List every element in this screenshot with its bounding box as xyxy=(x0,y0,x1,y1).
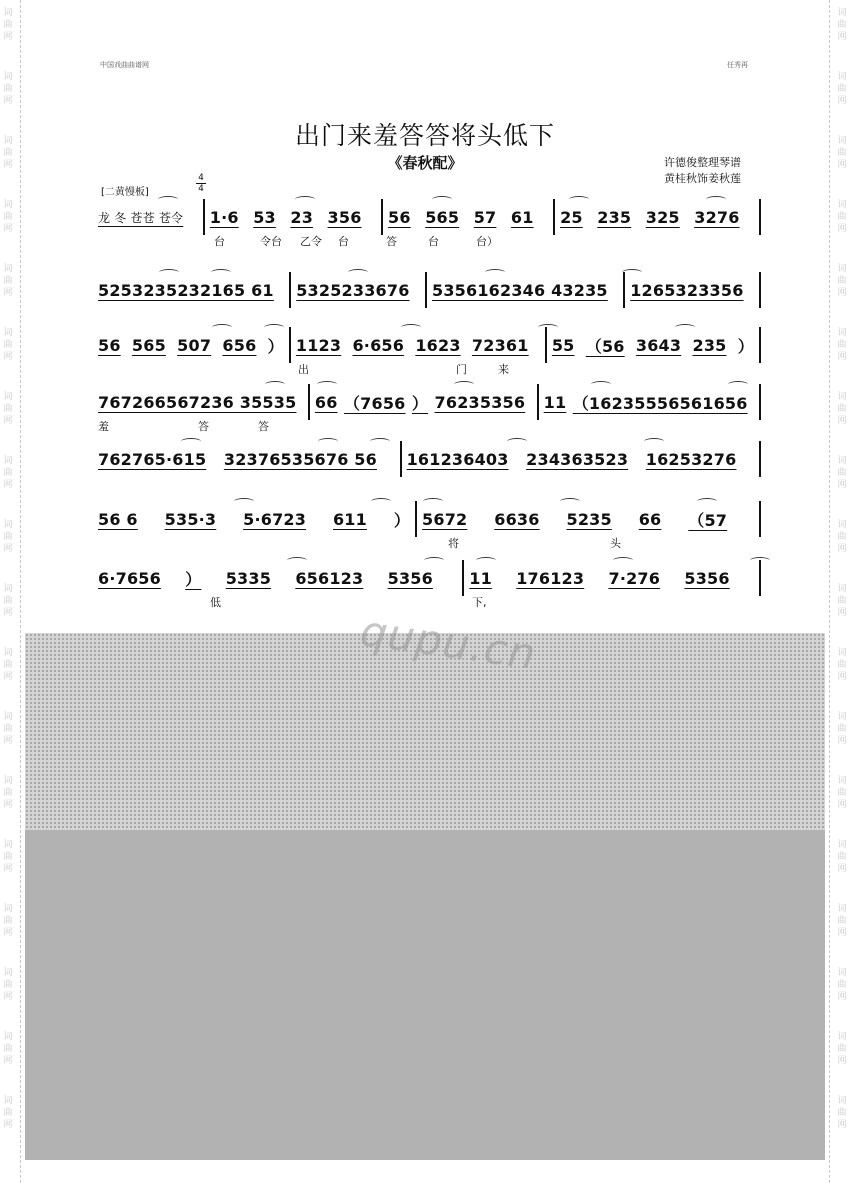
side-watermark-char: 词 xyxy=(837,328,847,338)
note-group: 61 xyxy=(510,207,534,227)
note-group: 767266567236 35535 xyxy=(98,392,297,412)
note-group: 1265323356 xyxy=(630,280,744,300)
side-watermark-char: 网 xyxy=(837,864,847,874)
note-group: 234363523 xyxy=(526,449,629,469)
side-watermark-char: 曲 xyxy=(3,980,13,990)
note-group: 25 xyxy=(560,207,583,227)
slur-mark xyxy=(265,381,285,388)
side-watermark-char: 曲 xyxy=(837,852,847,862)
side-watermark-char: 词 xyxy=(837,72,847,82)
tempo-marking: [二黄慢板] xyxy=(101,187,149,198)
barline xyxy=(308,384,310,420)
slur-mark xyxy=(401,324,421,331)
barline xyxy=(623,272,625,308)
note-group: 3643 xyxy=(635,335,682,355)
side-watermark-char: 网 xyxy=(837,1120,847,1130)
side-watermark-char: 词 xyxy=(837,776,847,786)
side-watermark-char: 网 xyxy=(3,352,13,362)
note-group: 5·6723 xyxy=(243,509,307,529)
side-watermark-char: 词 xyxy=(837,8,847,18)
side-watermark-char: 曲 xyxy=(3,148,13,158)
header-right-text: 任秀再 xyxy=(727,61,748,69)
barline xyxy=(545,327,547,363)
credit-performer: 黄桂秋饰姜秋莲 xyxy=(664,172,741,185)
slur-mark xyxy=(728,381,748,388)
side-watermark-char: 曲 xyxy=(837,84,847,94)
side-watermark-char: 网 xyxy=(3,1120,13,1130)
note-group: 龙 冬 苍苍 苍令 xyxy=(98,210,184,225)
note-group: ） xyxy=(393,510,411,530)
note-group: 656123 xyxy=(295,568,364,588)
slur-mark xyxy=(159,269,179,276)
right-watermark-strip xyxy=(836,0,850,1183)
note-group: 762765·615 xyxy=(98,449,207,469)
note-group: 356 xyxy=(327,207,362,227)
side-watermark-char: 网 xyxy=(837,224,847,234)
side-watermark-char: 词 xyxy=(837,1032,847,1042)
slur-mark xyxy=(675,324,695,331)
side-watermark-char: 网 xyxy=(837,352,847,362)
slur-mark xyxy=(211,269,231,276)
lyric-char: 台） xyxy=(476,235,498,248)
scan-gray-region xyxy=(25,633,825,1160)
lyric-char: 答 xyxy=(258,420,269,433)
note-group: ） xyxy=(411,393,429,413)
note-group: 16253276 xyxy=(645,449,737,469)
side-watermark-char: 词 xyxy=(3,392,13,402)
side-watermark-char: 词 xyxy=(3,264,13,274)
lyric-char: 门 xyxy=(456,363,467,376)
note-group: 23 xyxy=(290,207,314,227)
barline xyxy=(553,199,555,235)
side-watermark-char: 曲 xyxy=(3,340,13,350)
side-watermark-char: 网 xyxy=(3,96,13,106)
side-watermark-char: 曲 xyxy=(837,596,847,606)
note-group: 176123 xyxy=(516,568,585,588)
side-watermark-char: 网 xyxy=(837,96,847,106)
lyric-char: 答 xyxy=(198,420,209,433)
side-watermark-char: 曲 xyxy=(3,660,13,670)
side-watermark-char: 词 xyxy=(3,584,13,594)
side-watermark-char: 网 xyxy=(837,928,847,938)
side-watermark-char: 词 xyxy=(837,584,847,594)
note-group: 5356 xyxy=(387,568,433,588)
side-watermark-char: 网 xyxy=(837,32,847,42)
side-watermark-char: 曲 xyxy=(837,660,847,670)
side-watermark-char: 网 xyxy=(837,1056,847,1066)
slur-mark xyxy=(212,324,232,331)
note-group: （56 xyxy=(585,336,625,356)
note-group: 565 xyxy=(131,335,166,355)
notation-row xyxy=(98,333,766,383)
note-line xyxy=(98,205,766,229)
barline xyxy=(400,441,402,477)
notation-row xyxy=(98,205,766,255)
slur-mark xyxy=(591,381,611,388)
notation-row xyxy=(98,507,766,557)
side-watermark-char: 曲 xyxy=(3,20,13,30)
lyric-char: 下, xyxy=(472,596,487,609)
note-group: 11 xyxy=(543,392,567,412)
note-group: 5235 xyxy=(566,509,612,529)
lyric-char: 低 xyxy=(210,596,221,609)
side-watermark-char: 曲 xyxy=(837,148,847,158)
note-group: 57 xyxy=(473,207,497,227)
note-group: ） xyxy=(737,336,754,356)
note-line xyxy=(98,390,766,414)
barline xyxy=(381,199,383,235)
side-watermark-char: 曲 xyxy=(837,276,847,286)
lyric-char: 台 xyxy=(214,235,225,248)
slur-mark xyxy=(644,438,664,445)
side-watermark-char: 网 xyxy=(3,608,13,618)
lyric-char: 头 xyxy=(610,537,621,550)
lyric-char: 台 xyxy=(338,235,349,248)
note-line xyxy=(98,447,766,471)
slur-mark xyxy=(181,438,201,445)
opera-name: 《春秋配》 xyxy=(387,154,463,172)
note-group: （16235556561656 xyxy=(572,393,748,413)
side-watermark-char: 词 xyxy=(837,840,847,850)
lyric-char: 羞 xyxy=(98,420,109,433)
slur-mark xyxy=(454,381,474,388)
side-watermark-char: 曲 xyxy=(837,980,847,990)
meter-top: 4 xyxy=(198,173,204,183)
side-watermark-char: 网 xyxy=(837,992,847,1002)
side-watermark-char: 词 xyxy=(3,328,13,338)
note-group: （57 xyxy=(688,510,728,530)
note-group: 1123 xyxy=(295,335,342,355)
side-watermark-char: 词 xyxy=(3,8,13,18)
lyric-char: 来 xyxy=(498,363,509,376)
side-watermark-char: 曲 xyxy=(3,532,13,542)
note-group: 611 xyxy=(332,509,367,529)
side-watermark-char: 网 xyxy=(837,800,847,810)
side-watermark-char: 曲 xyxy=(837,916,847,926)
barline xyxy=(759,441,761,477)
slur-mark xyxy=(697,498,717,505)
barline xyxy=(759,272,761,308)
slur-mark xyxy=(569,196,589,203)
note-group: 5335 xyxy=(225,568,272,588)
barline xyxy=(289,327,291,363)
side-watermark-char: 词 xyxy=(837,456,847,466)
barline xyxy=(537,384,539,420)
side-watermark-char: 曲 xyxy=(837,212,847,222)
slur-mark xyxy=(370,438,390,445)
side-watermark-char: 词 xyxy=(3,1096,13,1106)
slur-mark xyxy=(538,324,558,331)
side-watermark-char: 曲 xyxy=(3,1044,13,1054)
side-watermark-char: 词 xyxy=(3,456,13,466)
note-group: ） xyxy=(267,336,284,356)
note-line xyxy=(98,507,766,531)
side-watermark-char: 词 xyxy=(837,200,847,210)
note-group: 1623 xyxy=(415,335,461,355)
side-watermark-char: 词 xyxy=(3,712,13,722)
side-watermark-char: 词 xyxy=(3,776,13,786)
side-watermark-char: 网 xyxy=(3,800,13,810)
left-watermark-strip xyxy=(0,0,14,1183)
note-group: 6·7656 xyxy=(98,568,161,588)
slur-mark xyxy=(234,498,254,505)
side-watermark-char: 曲 xyxy=(837,20,847,30)
side-watermark-char: 词 xyxy=(3,72,13,82)
note-group: 5356162346 43235 xyxy=(432,280,608,300)
side-watermark-char: 词 xyxy=(837,1096,847,1106)
credit-arranger: 许德俊整理琴谱 xyxy=(664,156,741,169)
side-watermark-char: 网 xyxy=(837,480,847,490)
side-watermark-char: 网 xyxy=(837,672,847,682)
note-group: 3276 xyxy=(694,207,740,227)
side-watermark-char: 曲 xyxy=(837,340,847,350)
side-watermark-char: 网 xyxy=(837,736,847,746)
side-watermark-char: 网 xyxy=(3,224,13,234)
side-watermark-char: 词 xyxy=(837,136,847,146)
side-watermark-char: 词 xyxy=(837,392,847,402)
side-watermark-char: 曲 xyxy=(837,724,847,734)
lyric-char: 令台 xyxy=(260,235,282,248)
side-watermark-char: 网 xyxy=(837,160,847,170)
side-watermark-char: 词 xyxy=(3,200,13,210)
slur-mark xyxy=(706,196,726,203)
note-group: 656 xyxy=(222,335,257,355)
side-watermark-char: 网 xyxy=(837,608,847,618)
note-group: 5672 xyxy=(422,509,468,529)
side-watermark-char: 曲 xyxy=(3,212,13,222)
note-group: 6636 xyxy=(494,509,540,529)
side-watermark-char: 词 xyxy=(3,1032,13,1042)
note-group: 235 xyxy=(692,335,727,355)
note-group: 66 xyxy=(638,509,662,529)
note-group: （7656 xyxy=(343,393,406,413)
barline xyxy=(759,501,761,537)
meter-bottom: 4 xyxy=(196,183,206,194)
side-watermark-char: 曲 xyxy=(3,724,13,734)
slur-mark xyxy=(432,196,452,203)
notation-row xyxy=(98,278,766,328)
side-watermark-char: 曲 xyxy=(837,788,847,798)
slur-mark xyxy=(560,498,580,505)
side-watermark-char: 词 xyxy=(3,840,13,850)
side-watermark-char: 网 xyxy=(3,1056,13,1066)
note-group: 56 6 xyxy=(98,509,138,529)
site-watermark: qupu.cn xyxy=(357,605,540,680)
side-watermark-char: 网 xyxy=(3,736,13,746)
side-watermark-char: 网 xyxy=(3,32,13,42)
slur-mark xyxy=(158,196,178,203)
side-watermark-char: 网 xyxy=(3,992,13,1002)
side-watermark-char: 词 xyxy=(3,968,13,978)
slur-mark xyxy=(424,557,444,564)
slur-mark xyxy=(423,498,443,505)
slur-mark xyxy=(318,438,338,445)
note-group: 76235356 xyxy=(434,392,526,412)
slur-mark xyxy=(264,324,284,331)
slur-mark xyxy=(485,269,505,276)
note-group: 72361 xyxy=(471,335,529,355)
note-line xyxy=(98,333,766,357)
barline xyxy=(415,501,417,537)
note-line xyxy=(98,566,766,590)
slur-mark xyxy=(613,557,633,564)
time-signature xyxy=(196,173,206,194)
note-group: 535·3 xyxy=(164,509,217,529)
side-watermark-char: 网 xyxy=(3,416,13,426)
barline xyxy=(759,199,761,235)
side-watermark-char: 词 xyxy=(3,136,13,146)
note-group: 56 xyxy=(388,207,411,227)
slur-mark xyxy=(622,269,642,276)
note-group: 1·6 xyxy=(209,207,239,227)
note-group: 325 xyxy=(645,207,680,227)
side-watermark-char: 网 xyxy=(3,928,13,938)
side-watermark-char: 网 xyxy=(837,288,847,298)
note-group: 7·276 xyxy=(608,568,661,588)
side-watermark-char: 网 xyxy=(3,160,13,170)
barline xyxy=(759,560,761,596)
note-group: 5325233676 xyxy=(296,280,410,300)
barline xyxy=(289,272,291,308)
notation-row xyxy=(98,566,766,616)
side-watermark-char: 曲 xyxy=(3,788,13,798)
side-watermark-char: 词 xyxy=(837,264,847,274)
side-watermark-char: 词 xyxy=(837,904,847,914)
slur-mark xyxy=(348,269,368,276)
note-group: 56 xyxy=(98,335,121,355)
side-watermark-char: 曲 xyxy=(3,852,13,862)
note-line xyxy=(98,278,766,302)
score-title: 出门来羞答答将头低下 xyxy=(294,121,555,150)
barline xyxy=(462,560,464,596)
slur-mark xyxy=(476,557,496,564)
side-watermark-char: 曲 xyxy=(837,532,847,542)
note-group: 565 xyxy=(425,207,460,227)
side-watermark-char: 词 xyxy=(3,648,13,658)
notation-row xyxy=(98,447,766,497)
note-group: 11 xyxy=(469,568,492,588)
slur-mark xyxy=(371,498,391,505)
side-watermark-char: 网 xyxy=(3,864,13,874)
lyric-char: 出 xyxy=(298,363,309,376)
side-watermark-char: 曲 xyxy=(3,468,13,478)
slur-mark xyxy=(750,557,770,564)
lyric-char: 答 xyxy=(386,235,397,248)
slur-mark xyxy=(507,438,527,445)
side-watermark-char: 曲 xyxy=(3,1108,13,1118)
header-left-text: 中国戏曲曲谱网 xyxy=(100,61,149,69)
side-watermark-char: 曲 xyxy=(3,404,13,414)
side-watermark-char: 网 xyxy=(3,288,13,298)
side-watermark-char: 曲 xyxy=(837,1108,847,1118)
note-group: 5253235232165 61 xyxy=(98,280,274,300)
side-watermark-char: 曲 xyxy=(837,468,847,478)
side-watermark-char: 网 xyxy=(837,544,847,554)
note-group: 5356 xyxy=(684,568,730,588)
side-watermark-char: 曲 xyxy=(3,84,13,94)
side-watermark-char: 词 xyxy=(3,520,13,530)
note-group: 66 xyxy=(314,392,338,412)
note-group: 161236403 xyxy=(406,449,509,469)
slur-mark xyxy=(295,196,315,203)
lyric-char: 乙令 xyxy=(300,235,322,248)
side-watermark-char: 词 xyxy=(837,648,847,658)
side-watermark-char: 词 xyxy=(837,520,847,530)
side-watermark-char: 词 xyxy=(3,904,13,914)
lyric-char: 将 xyxy=(448,537,459,550)
note-group: ） xyxy=(185,569,202,589)
side-watermark-char: 曲 xyxy=(837,1044,847,1054)
barline xyxy=(425,272,427,308)
slur-mark xyxy=(287,557,307,564)
side-watermark-char: 网 xyxy=(3,480,13,490)
lyric-char: 台 xyxy=(428,235,439,248)
slur-mark xyxy=(317,381,337,388)
side-watermark-char: 曲 xyxy=(3,596,13,606)
side-watermark-char: 网 xyxy=(837,416,847,426)
barline xyxy=(759,327,761,363)
side-watermark-char: 网 xyxy=(3,544,13,554)
side-watermark-char: 词 xyxy=(837,968,847,978)
note-group: 235 xyxy=(597,207,632,227)
note-group: 53 xyxy=(253,207,276,227)
side-watermark-char: 曲 xyxy=(3,276,13,286)
note-group: 55 xyxy=(551,335,575,355)
barline xyxy=(759,384,761,420)
side-watermark-char: 网 xyxy=(3,672,13,682)
side-watermark-char: 曲 xyxy=(3,916,13,926)
side-watermark-char: 词 xyxy=(837,712,847,722)
note-group: 6·656 xyxy=(352,335,405,355)
notation-row xyxy=(98,390,766,440)
side-watermark-char: 曲 xyxy=(837,404,847,414)
note-group: 507 xyxy=(177,335,212,355)
barline xyxy=(203,199,205,235)
note-group: 32376535676 56 xyxy=(223,449,377,469)
